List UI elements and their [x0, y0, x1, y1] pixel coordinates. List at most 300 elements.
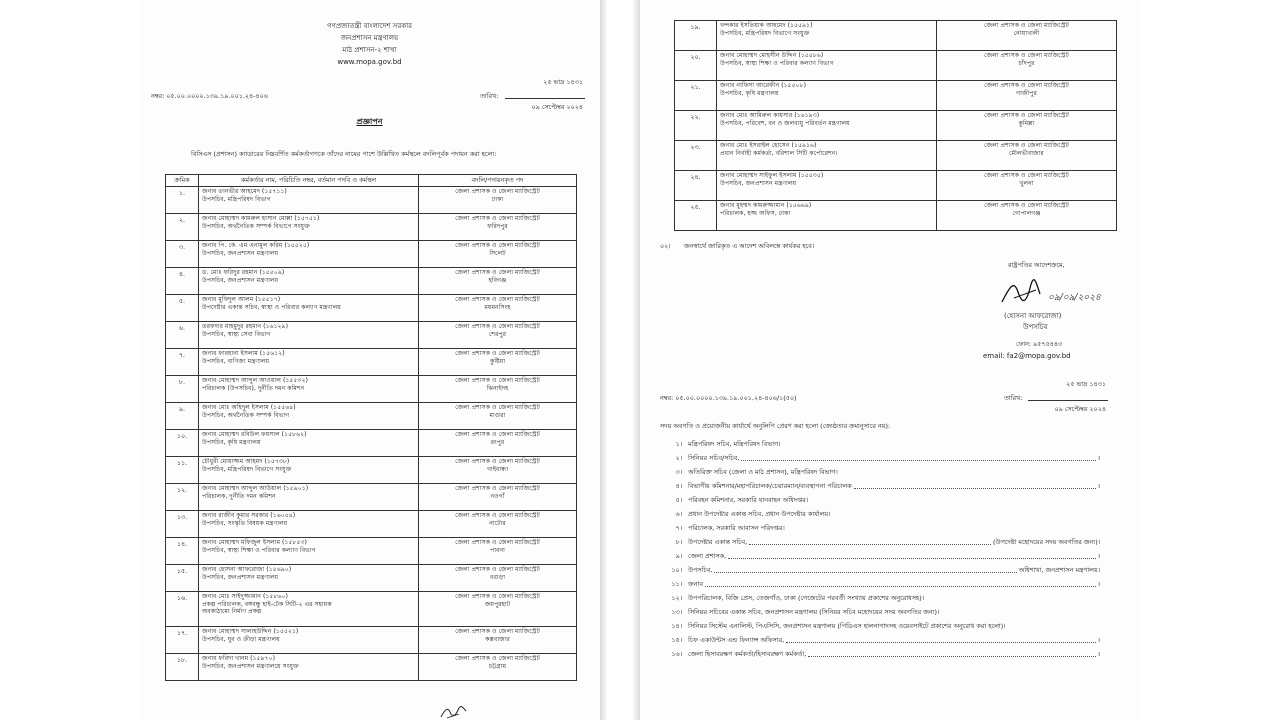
posting-district: নাটোর [489, 519, 506, 527]
list-item-number: ১৪। [671, 622, 682, 630]
fill-in-blank [714, 572, 1016, 573]
posting-district: কুষ্টিয়া [489, 357, 506, 365]
serial-cell: ৯. [166, 403, 199, 430]
officer-name: জনাব ফারহানা ইসলাম (১৫৬১২) [202, 350, 285, 357]
posting-district: চাঁদপুর [1018, 59, 1035, 67]
list-item [640, 508, 1140, 519]
serial-cell: ২. [166, 214, 199, 241]
officer-position: উপসচিব, জনপ্রশাসন মন্ত্রণালয় [202, 573, 279, 581]
posting-title: জেলা প্রশাসক ও জেলা ম্যাজিস্ট্রেট [455, 512, 540, 519]
posting-district: সিলেট [489, 249, 506, 257]
transfer-table-continued [674, 20, 1117, 231]
officer-position: উপসচিব, অর্থনৈতিক সম্পর্ক বিভাগ [202, 411, 290, 419]
document-page-1 [139, 0, 600, 720]
list-item-number: ৬। [675, 510, 682, 518]
list-item-suffix: অধিশাখা, জনপ্রশাসন মন্ত্রণালয়। [1018, 566, 1100, 574]
list-item-text: উপদেষ্টার একান্ত সচিব, [688, 538, 748, 546]
president-order: রাষ্ট্রপতির আদেশক্রমে, [1008, 261, 1065, 269]
officer-name: জনাব মোহাম্মদ কামরুল হাসান মোল্লা (১৫৭৫১) [202, 215, 320, 222]
list-item-text: জেলা প্রশাসক, [688, 552, 727, 560]
serial-cell: ১৩. [166, 511, 199, 538]
serial-cell: ২১. [675, 81, 717, 111]
col-header-officer: কর্মকর্তার নাম, পরিচিতি নম্বর, বর্তমান পদবি ও কর্মস্থল [199, 175, 419, 187]
table-row [675, 51, 1117, 81]
posting-district: ঝিনাইদহ [486, 384, 509, 392]
notification-title: প্রজ্ঞাপন [356, 117, 383, 126]
list-item-suffix: । [1097, 552, 1100, 560]
fill-in-blank [728, 558, 1095, 559]
fill-in-blank [808, 656, 1095, 657]
posting-cell [419, 592, 577, 627]
table-row [166, 511, 577, 538]
officer-cell [199, 295, 419, 322]
officer-name: ড. মোঃ ফরিদুর রহমান (১৫৫০৯) [202, 269, 285, 276]
posting-district: ঢাকা [491, 195, 504, 203]
posting-title: জেলা প্রশাসক ও জেলা ম্যাজিস্ট্রেট [455, 350, 540, 357]
posting-title: জেলা প্রশাসক ও জেলা ম্যাজিস্ট্রেট [455, 458, 540, 465]
list-item-number: ২। [675, 454, 682, 462]
list-item-number: ৯। [675, 552, 682, 560]
officer-cell [199, 349, 419, 376]
date-divider-2 [1028, 400, 1108, 401]
ministry-header: জনপ্রশাসন মন্ত্রণালয় [340, 34, 399, 42]
posting-district: ময়মনসিংহ [484, 303, 511, 311]
serial-cell: ২৩. [675, 141, 717, 171]
officer-cell [717, 171, 937, 201]
table-row [166, 241, 577, 268]
list-item [640, 480, 1140, 491]
officer-cell [199, 484, 419, 511]
posting-cell [419, 538, 577, 565]
table-row [675, 171, 1117, 201]
officer-cell [717, 201, 937, 231]
table-row [166, 654, 577, 681]
posting-title: জেলা প্রশাসক ও জেলা ম্যাজিস্ট্রেট [455, 269, 540, 276]
officer-name: জনাব মোহাম্মদ সাইফুল ইসলাম (১৫৫৩৫) [720, 172, 824, 179]
posting-cell [937, 81, 1117, 111]
list-item-text: জনাব [688, 580, 703, 588]
signature-mark [439, 704, 467, 718]
posting-district: গোপালগঞ্জ [1012, 209, 1041, 217]
posting-cell [419, 403, 577, 430]
serial-cell: ৬. [166, 322, 199, 349]
officer-cell [199, 241, 419, 268]
date-divider [505, 98, 585, 99]
list-item-number: ৫। [675, 496, 682, 504]
serial-cell: ২০. [675, 51, 717, 81]
serial-cell: ১০. [166, 430, 199, 457]
officer-position: উপসচিব, জনপ্রশাসন মন্ত্রণালয়ে সংযুক্ত [202, 662, 299, 670]
col-header-posting: বদলি/পদায়নকৃত পদ [419, 175, 577, 187]
officer-position: উপসচিব, জনপ্রশাসন মন্ত্রণালয় [202, 276, 279, 284]
list-item-text: পরিচালক, সরকারি আবাসন পরিদপ্তর। [688, 524, 785, 532]
list-item-text: সিনিয়র সচিব/সচিব, [688, 454, 740, 462]
list-item-text: উপসচিব, [688, 566, 713, 574]
serial-cell: ১১. [166, 457, 199, 484]
officer-position: উপসচিব, বাণিজ্য মন্ত্রণালয় [202, 357, 270, 365]
posting-title: জেলা প্রশাসক ও জেলা ম্যাজিস্ট্রেট [455, 431, 540, 438]
officer-name: জনাব ফরিদা খানম (১৫৯৭০) [202, 655, 276, 662]
posting-cell [937, 111, 1117, 141]
officer-name: জনাব মোঃ সাইদুজ্জামান (১৫৮৬০) [202, 593, 288, 600]
section-header: মাঠ প্রশাসন-২ শাখা [342, 46, 397, 54]
table-row [166, 349, 577, 376]
officer-cell [199, 511, 419, 538]
date-english: ০৯ সেপ্টেম্বর ২০২৪ [531, 103, 583, 111]
officer-name: জনাব মোঃ ইসরাইল হোসেন (১৫৯১৬) [720, 142, 817, 149]
table-row [166, 187, 577, 214]
officer-name: জনাব মোহাম্মদ মফিজুল ইসলাম (১৫৮৫৩) [202, 539, 307, 546]
posting-cell [937, 51, 1117, 81]
serial-cell: ১৬. [166, 592, 199, 627]
posting-title: জেলা প্রশাসক ও জেলা ম্যাজিস্ট্রেট [455, 655, 540, 662]
para2-number: ০২। [660, 242, 671, 250]
serial-cell: ৫. [166, 295, 199, 322]
table-header-row [166, 175, 577, 187]
officer-position: উপসচিব, মন্ত্রিপরিষদ বিভাগে সংযুক্ত [720, 29, 810, 37]
date-label-2: তারিখ: [1004, 394, 1023, 402]
posting-cell [419, 627, 577, 654]
table-row [166, 295, 577, 322]
table-row [166, 376, 577, 403]
list-item [640, 606, 1140, 617]
page-2-edge-shadow [632, 0, 640, 720]
table-row [166, 457, 577, 484]
posting-title: জেলা প্রশাসক ও জেলা ম্যাজিস্ট্রেট [984, 22, 1069, 29]
table-row [166, 403, 577, 430]
table-row [675, 111, 1117, 141]
list-item-suffix: । [1097, 636, 1100, 644]
posting-title: জেলা প্রশাসক ও জেলা ম্যাজিস্ট্রেট [984, 202, 1069, 209]
posting-district: চট্টগ্রাম [488, 662, 507, 670]
officer-position: পরিচালক (উপসচিব), দুর্নীতি দমন কমিশন [202, 384, 305, 392]
list-item-number: ৩। [675, 468, 682, 476]
list-item [640, 592, 1140, 603]
posting-cell [937, 171, 1117, 201]
posting-title: জেলা প্রশাসক ও জেলা ম্যাজিস্ট্রেট [455, 593, 540, 600]
list-item-text: প্রধান উপদেষ্টার একান্ত সচিব, প্রধান উপদেষ্টার কার্যালয়। [688, 510, 831, 518]
serial-cell: ৭. [166, 349, 199, 376]
memo-number: নম্বর: ০৫.০০.০০০০.১৩৯.১৯.০০১.২৪-৪০৬ [151, 92, 268, 100]
signature-date: ০৯/০৯/২০২৪ [1048, 293, 1101, 303]
memo-number-2: নম্বর: ০৫.০০.০০০০.১৩৯.১৯.০০১.২৪-৪০৬/১(৫০) [660, 394, 797, 402]
officer-name: জনাব মোহাম্মদ সালাহউদ্দিন (১৫৫২১) [202, 628, 299, 635]
copy-distribution-intro: সদয় অবগতি ও প্রয়োজনীয় কার্যার্থে অনুলিপি প্রেরণ করা হলো (জ্যেষ্ঠতার ক্রমানুসারে নয়): [660, 422, 891, 430]
list-item [640, 648, 1140, 659]
serial-cell: ২৪. [675, 171, 717, 201]
posting-cell [937, 21, 1117, 51]
officer-name: জনাব মুফিদুল আলম (১৫৫১৭) [202, 296, 281, 303]
list-item-text: জেলা হিসাবরক্ষণ কর্মকর্তা/হিসাবরক্ষণ কর্মকর্তা, [688, 650, 807, 658]
list-item-number: ১২। [671, 594, 682, 602]
posting-cell [419, 457, 577, 484]
posting-title: জেলা প্রশাসক ও জেলা ম্যাজিস্ট্রেট [984, 112, 1069, 119]
officer-position: উপসচিব, স্বাস্থ্য শিক্ষা ও পরিবার কল্যাণ বিভাগ [720, 59, 834, 67]
table-row [166, 565, 577, 592]
list-item-suffix: । [1097, 580, 1100, 588]
posting-cell [419, 295, 577, 322]
posting-district: নোয়াখালী [1013, 29, 1040, 37]
posting-district: জয়পুরহাট [484, 600, 511, 608]
officer-name: জনাব পি. কে. এম এনামুল করিম (১৫৫২৫) [202, 242, 310, 249]
serial-cell: ৪. [166, 268, 199, 295]
posting-title: জেলা প্রশাসক ও জেলা ম্যাজিস্ট্রেট [455, 296, 540, 303]
officer-cell [717, 51, 937, 81]
list-item [640, 620, 1140, 631]
posting-cell [419, 187, 577, 214]
officer-cell [199, 538, 419, 565]
officer-position: উপসচিব, পরিবেশ, বন ও জলবায়ু পরিবর্তন মন্ত্রণালয় [720, 119, 850, 127]
officer-name: চৌধুরী মোয়াজ্জম আহমদ (১৫৭৩৮) [202, 458, 290, 465]
officer-position: উপসচিব, যুব ও ক্রীড়া মন্ত্রণালয় [202, 635, 280, 643]
list-item-number: ১৬। [671, 650, 682, 658]
posting-title: জেলা প্রশাসক ও জেলা ম্যাজিস্ট্রেট [455, 628, 540, 635]
officer-position: উপসচিব, কৃষি মন্ত্রণালয় [720, 89, 779, 97]
posting-title: জেলা প্রশাসক ও জেলা ম্যাজিস্ট্রেট [455, 404, 540, 411]
posting-district: হবিগঞ্জ [488, 276, 507, 284]
table-row [166, 430, 577, 457]
posting-district: গাইবান্ধা [486, 465, 508, 473]
serial-cell: ৮. [166, 376, 199, 403]
list-item [640, 452, 1140, 463]
officer-cell [199, 268, 419, 295]
officer-position: উপসচিব, অর্থনৈতিক সম্পর্ক বিভাগে সংযুক্ত [202, 222, 310, 230]
list-item [640, 564, 1140, 575]
transfer-table [165, 174, 577, 681]
fill-in-blank [786, 642, 1095, 643]
serial-cell: ১৮. [166, 654, 199, 681]
posting-district: শেরপুর [488, 330, 507, 338]
date-english-2: ০৯ সেপ্টেম্বর ২০২৪ [1054, 405, 1106, 413]
posting-title: জেলা প্রশাসক ও জেলা ম্যাজিস্ট্রেট [984, 82, 1069, 89]
list-item-number: ১৫। [671, 636, 682, 644]
posting-cell [419, 511, 577, 538]
serial-cell: ৩. [166, 241, 199, 268]
officer-position: উপসচিব, কৃষি মন্ত্রণালয় [202, 438, 261, 446]
posting-district: খুলনা [1019, 179, 1034, 187]
list-item [640, 634, 1140, 645]
officer-name: জনাব মোঃ অহিদুল ইসলাম (১৫৫৬৪) [202, 404, 296, 411]
officer-name: জনাব মোহাম্মদ আব্দুল আওয়াল (১৫৫৩২) [202, 377, 308, 384]
col-header-serial: ক্রমিক [166, 175, 199, 187]
list-item-text: সিনিয়র সিস্টেম এনালিস্ট, পিএসিসি, জনপ্রশাসন মন্ত্রণালয় (পিডিএস হালনাগাদসহ ওয়েবসাইটে প্রকাশের অনুরোধ করা হলো)। [688, 622, 1006, 630]
list-item-number: ১৩। [671, 608, 682, 616]
officer-cell [199, 403, 419, 430]
list-item-suffix: (উপদেষ্টা মহোদয়ের সদয় অবগতির জন্য)। [992, 538, 1100, 546]
officer-name: জনাব হোসনা আফরোজা (১৫৬৯০) [202, 566, 292, 573]
officer-cell [199, 457, 419, 484]
intro-text: বিসিএস (প্রশাসন) ক্যাডারের নিম্নবর্ণিত কর্মকর্তাগণকে তাঁদের নামের পাশে উল্লিখিত কর্মস্থলে বদলিপূর্বক পদায়ন করা হলো: [191, 150, 497, 158]
signer-designation: উপসচিব [1023, 323, 1048, 331]
list-item-number: ৪। [675, 482, 682, 490]
officer-name: তরফদার মাহমুদুর রহমান (১৬১২৯) [202, 323, 288, 330]
table-row [675, 81, 1117, 111]
posting-title: জেলা প্রশাসক ও জেলা ম্যাজিস্ট্রেট [455, 539, 540, 546]
posting-district: কক্সবাজার [485, 635, 510, 643]
email-address[interactable]: email: fa2@mopa.gov.bd [983, 352, 1071, 360]
table-row [166, 484, 577, 511]
list-item-suffix: । [1097, 650, 1100, 658]
posting-district: মাগুরা [489, 411, 506, 419]
serial-cell: ২৫. [675, 201, 717, 231]
officer-name: জনাব মোহাম্মদ মোহসীন উদ্দিন (১৫৫৮৬) [720, 52, 824, 59]
list-item-text: চিফ একাউন্টস এন্ড ফিন্যান্স অফিসার, [688, 636, 785, 644]
posting-title: জেলা প্রশাসক ও জেলা ম্যাজিস্ট্রেট [455, 188, 540, 195]
list-item-number: ১০। [671, 566, 682, 574]
officer-name: জনাব রাজীব কুমার সরকার (১৬০৫৪) [202, 512, 296, 519]
officer-cell [717, 141, 937, 171]
posting-title: জেলা প্রশাসক ও জেলা ম্যাজিস্ট্রেট [984, 172, 1069, 179]
officer-position: উপসচিব, স্বাস্থ্য সেবা বিভাগ [202, 330, 271, 338]
fill-in-blank [749, 544, 991, 545]
officer-position: উপসচিব, জনপ্রশাসন মন্ত্রণালয় [720, 179, 797, 187]
list-item-number: ১১। [671, 580, 682, 588]
fill-in-blank [854, 488, 1096, 489]
list-item [640, 550, 1140, 561]
posting-cell [419, 654, 577, 681]
list-item [640, 578, 1140, 589]
list-item-suffix: । [1097, 482, 1100, 490]
date-label: তারিখ: [480, 92, 499, 100]
list-item-text: মন্ত্রিপরিষদ সচিব, মন্ত্রিপরিষদ বিভাগ। [688, 440, 781, 448]
officer-cell [199, 592, 419, 627]
serial-cell: ১২. [166, 484, 199, 511]
posting-district: কুমিল্লা [1018, 119, 1035, 127]
posting-title: জেলা প্রশাসক ও জেলা ম্যাজিস্ট্রেট [455, 242, 540, 249]
officer-name: জনাব মোঃ আমিরুল কায়সার (১৬১৯৩) [720, 112, 820, 119]
officer-position: প্রধান নির্বাহী কর্মকর্তা, বরিশাল সিটি কর্পোরেশন। [720, 149, 838, 157]
officer-cell [199, 654, 419, 681]
officer-cell [199, 376, 419, 403]
officer-name: জনাব তানভীর আহমেদ (১৫৭১১) [202, 188, 287, 195]
posting-title: জেলা প্রশাসক ও জেলা ম্যাজিস্ট্রেট [455, 485, 540, 492]
list-item [640, 522, 1140, 533]
posting-cell [419, 484, 577, 511]
serial-cell: ১৭. [166, 627, 199, 654]
serial-cell: ১. [166, 187, 199, 214]
officer-position: উপসচিব, মন্ত্রিপরিষদ বিভাগ [202, 195, 271, 203]
fill-in-blank [705, 586, 1096, 587]
list-item-number: ৭। [675, 524, 682, 532]
officer-name: জনাব মোহাম্মদ আব্দুল আউয়াল (১৫৯০১) [202, 485, 309, 492]
list-item-number: ১। [675, 440, 682, 448]
table-row [675, 21, 1117, 51]
document-page-2 [640, 0, 1140, 720]
officer-cell [717, 21, 937, 51]
govt-header: গণপ্রজাতন্ত্রী বাংলাদেশ সরকার [327, 22, 412, 30]
list-item-text: বিভাগীয় কমিশনার/মহাপরিচালক/চেয়ারম্যান/ব্যবস্থাপনা পরিচালক [688, 482, 852, 490]
posting-cell [419, 430, 577, 457]
officer-position: প্রকল্প পরিচালক, বঙ্গবন্ধু হাই-টেক সিটি-২ এর সহায়ক [202, 600, 332, 608]
list-item-number: ৮। [675, 538, 682, 546]
officer-position: উপসচিব, স্বাস্থ্য শিক্ষা ও পরিবার কল্যাণ বিভাগ [202, 546, 316, 554]
officer-position: অবকাঠামো নির্মাণ প্রকল্প [202, 608, 262, 616]
list-item [640, 494, 1140, 505]
officer-cell [199, 430, 419, 457]
serial-cell: ২২. [675, 111, 717, 141]
officer-cell [199, 565, 419, 592]
posting-cell [419, 565, 577, 592]
officer-cell [199, 214, 419, 241]
posting-title: জেলা প্রশাসক ও জেলা ম্যাজিস্ট্রেট [455, 377, 540, 384]
serial-cell: ১৪. [166, 538, 199, 565]
fill-in-blank [741, 460, 1095, 461]
officer-position: উপসচিব, সংস্কৃতি বিষয়ক মন্ত্রণালয় [202, 519, 288, 527]
table-row [166, 214, 577, 241]
posting-title: জেলা প্রশাসক ও জেলা ম্যাজিস্ট্রেট [984, 52, 1069, 59]
list-item-text: অতিরিক্ত সচিব (জেলা ও মাঠ প্রশাসন), মন্ত্রিপরিষদ বিভাগ। [688, 468, 838, 476]
officer-position: পরিচালক, হজ্জ অফিস, ঢাকা [720, 209, 791, 217]
posting-cell [419, 376, 577, 403]
officer-position: উপসচিব, মন্ত্রিপরিষদ বিভাগে সংযুক্ত [202, 465, 292, 473]
posting-district: ফরিদপুর [487, 222, 508, 230]
officer-name: জনাব মুহম্মদ কামরুজ্জামান (১৫৬৬৯) [720, 202, 812, 209]
table-row [675, 141, 1117, 171]
posting-cell [419, 349, 577, 376]
officer-cell [199, 627, 419, 654]
table-row [675, 201, 1117, 231]
table-row [166, 268, 577, 295]
posting-district: বগুড়া [489, 573, 506, 581]
posting-cell [419, 268, 577, 295]
posting-title: জেলা প্রশাসক ও জেলা ম্যাজিস্ট্রেট [455, 215, 540, 222]
table-row [166, 322, 577, 349]
table-row [166, 627, 577, 654]
officer-cell [717, 81, 937, 111]
list-item [640, 536, 1140, 547]
website-link[interactable]: www.mopa.gov.bd [337, 58, 402, 66]
officer-cell [199, 322, 419, 349]
posting-district: গাজীপুর [1016, 89, 1037, 97]
officer-position: পরিচালক, দুর্নীতি দমন কমিশন [202, 492, 276, 500]
posting-title: জেলা প্রশাসক ও জেলা ম্যাজিস্ট্রেট [455, 323, 540, 330]
officer-name: জনাব নাফিসা আরেফীন (১৫৫০৮) [720, 82, 807, 89]
posting-cell [419, 322, 577, 349]
posting-district: পাবনা [490, 546, 505, 554]
posting-district: নওগাঁ [490, 492, 505, 500]
para2-text: জনস্বার্থে জারিকৃত এ আদেশ অবিলম্বে কার্যকর হবে। [684, 242, 815, 250]
posting-cell [419, 214, 577, 241]
serial-cell: ১৯. [675, 21, 717, 51]
officer-cell [717, 111, 937, 141]
list-item [640, 466, 1140, 477]
posting-cell [419, 241, 577, 268]
posting-title: জেলা প্রশাসক ও জেলা ম্যাজিস্ট্রেট [455, 566, 540, 573]
table-row [166, 538, 577, 565]
officer-name: খন্দকার ইসতিয়াক আহমেদ (১৫৫৯১) [720, 22, 813, 29]
officer-position: উপসচিব, জনপ্রশাসন মন্ত্রণালয় [202, 249, 279, 257]
posting-title: জেলা প্রশাসক ও জেলা ম্যাজিস্ট্রেট [984, 142, 1069, 149]
signer-name: (হোসনা আফরোজা) [1004, 312, 1062, 320]
list-item [640, 438, 1140, 449]
officer-name: জনাব মোহাম্মদ রবিউল ফয়সাল (১৫৮৬২) [202, 431, 307, 438]
posting-district: রংপুর [490, 438, 505, 446]
posting-district: মৌলভীবাজার [1009, 149, 1044, 157]
officer-position: উপদেষ্টার একান্ত সচিব, স্বাস্থ্য ও পরিবার কল্যাণ মন্ত্রণালয় [202, 303, 341, 311]
list-item-text: সিনিয়র সচিবের একান্ত সচিব, জনপ্রশাসন মন্ত্রণালয় (সিনিয়র সচিব মহোদয়ের সদয় অবগতির জন্য)। [688, 608, 940, 616]
table-row [166, 592, 577, 627]
list-item-suffix: । [1097, 454, 1100, 462]
posting-cell [937, 201, 1117, 231]
date-bangla: ২৫ ভাদ্র ১৪৩১ [543, 78, 583, 86]
list-item-text: উপপরিচালক, বিজি প্রেস, তেজগাঁও, ঢাকা (গেজেটের পরবর্তী সংখ্যায় প্রকাশের অনুরোধসহ)। [688, 594, 925, 602]
posting-cell [937, 141, 1117, 171]
page-1-edge-shadow [600, 0, 608, 720]
serial-cell: ১৫. [166, 565, 199, 592]
phone-number: ফোন: ৯৫৭৫৪৪৩ [1016, 340, 1063, 348]
officer-cell [199, 187, 419, 214]
list-item-text: পরিবহন কমিশনার, সরকারি যানবাহন অধিদপ্তর। [688, 496, 809, 504]
